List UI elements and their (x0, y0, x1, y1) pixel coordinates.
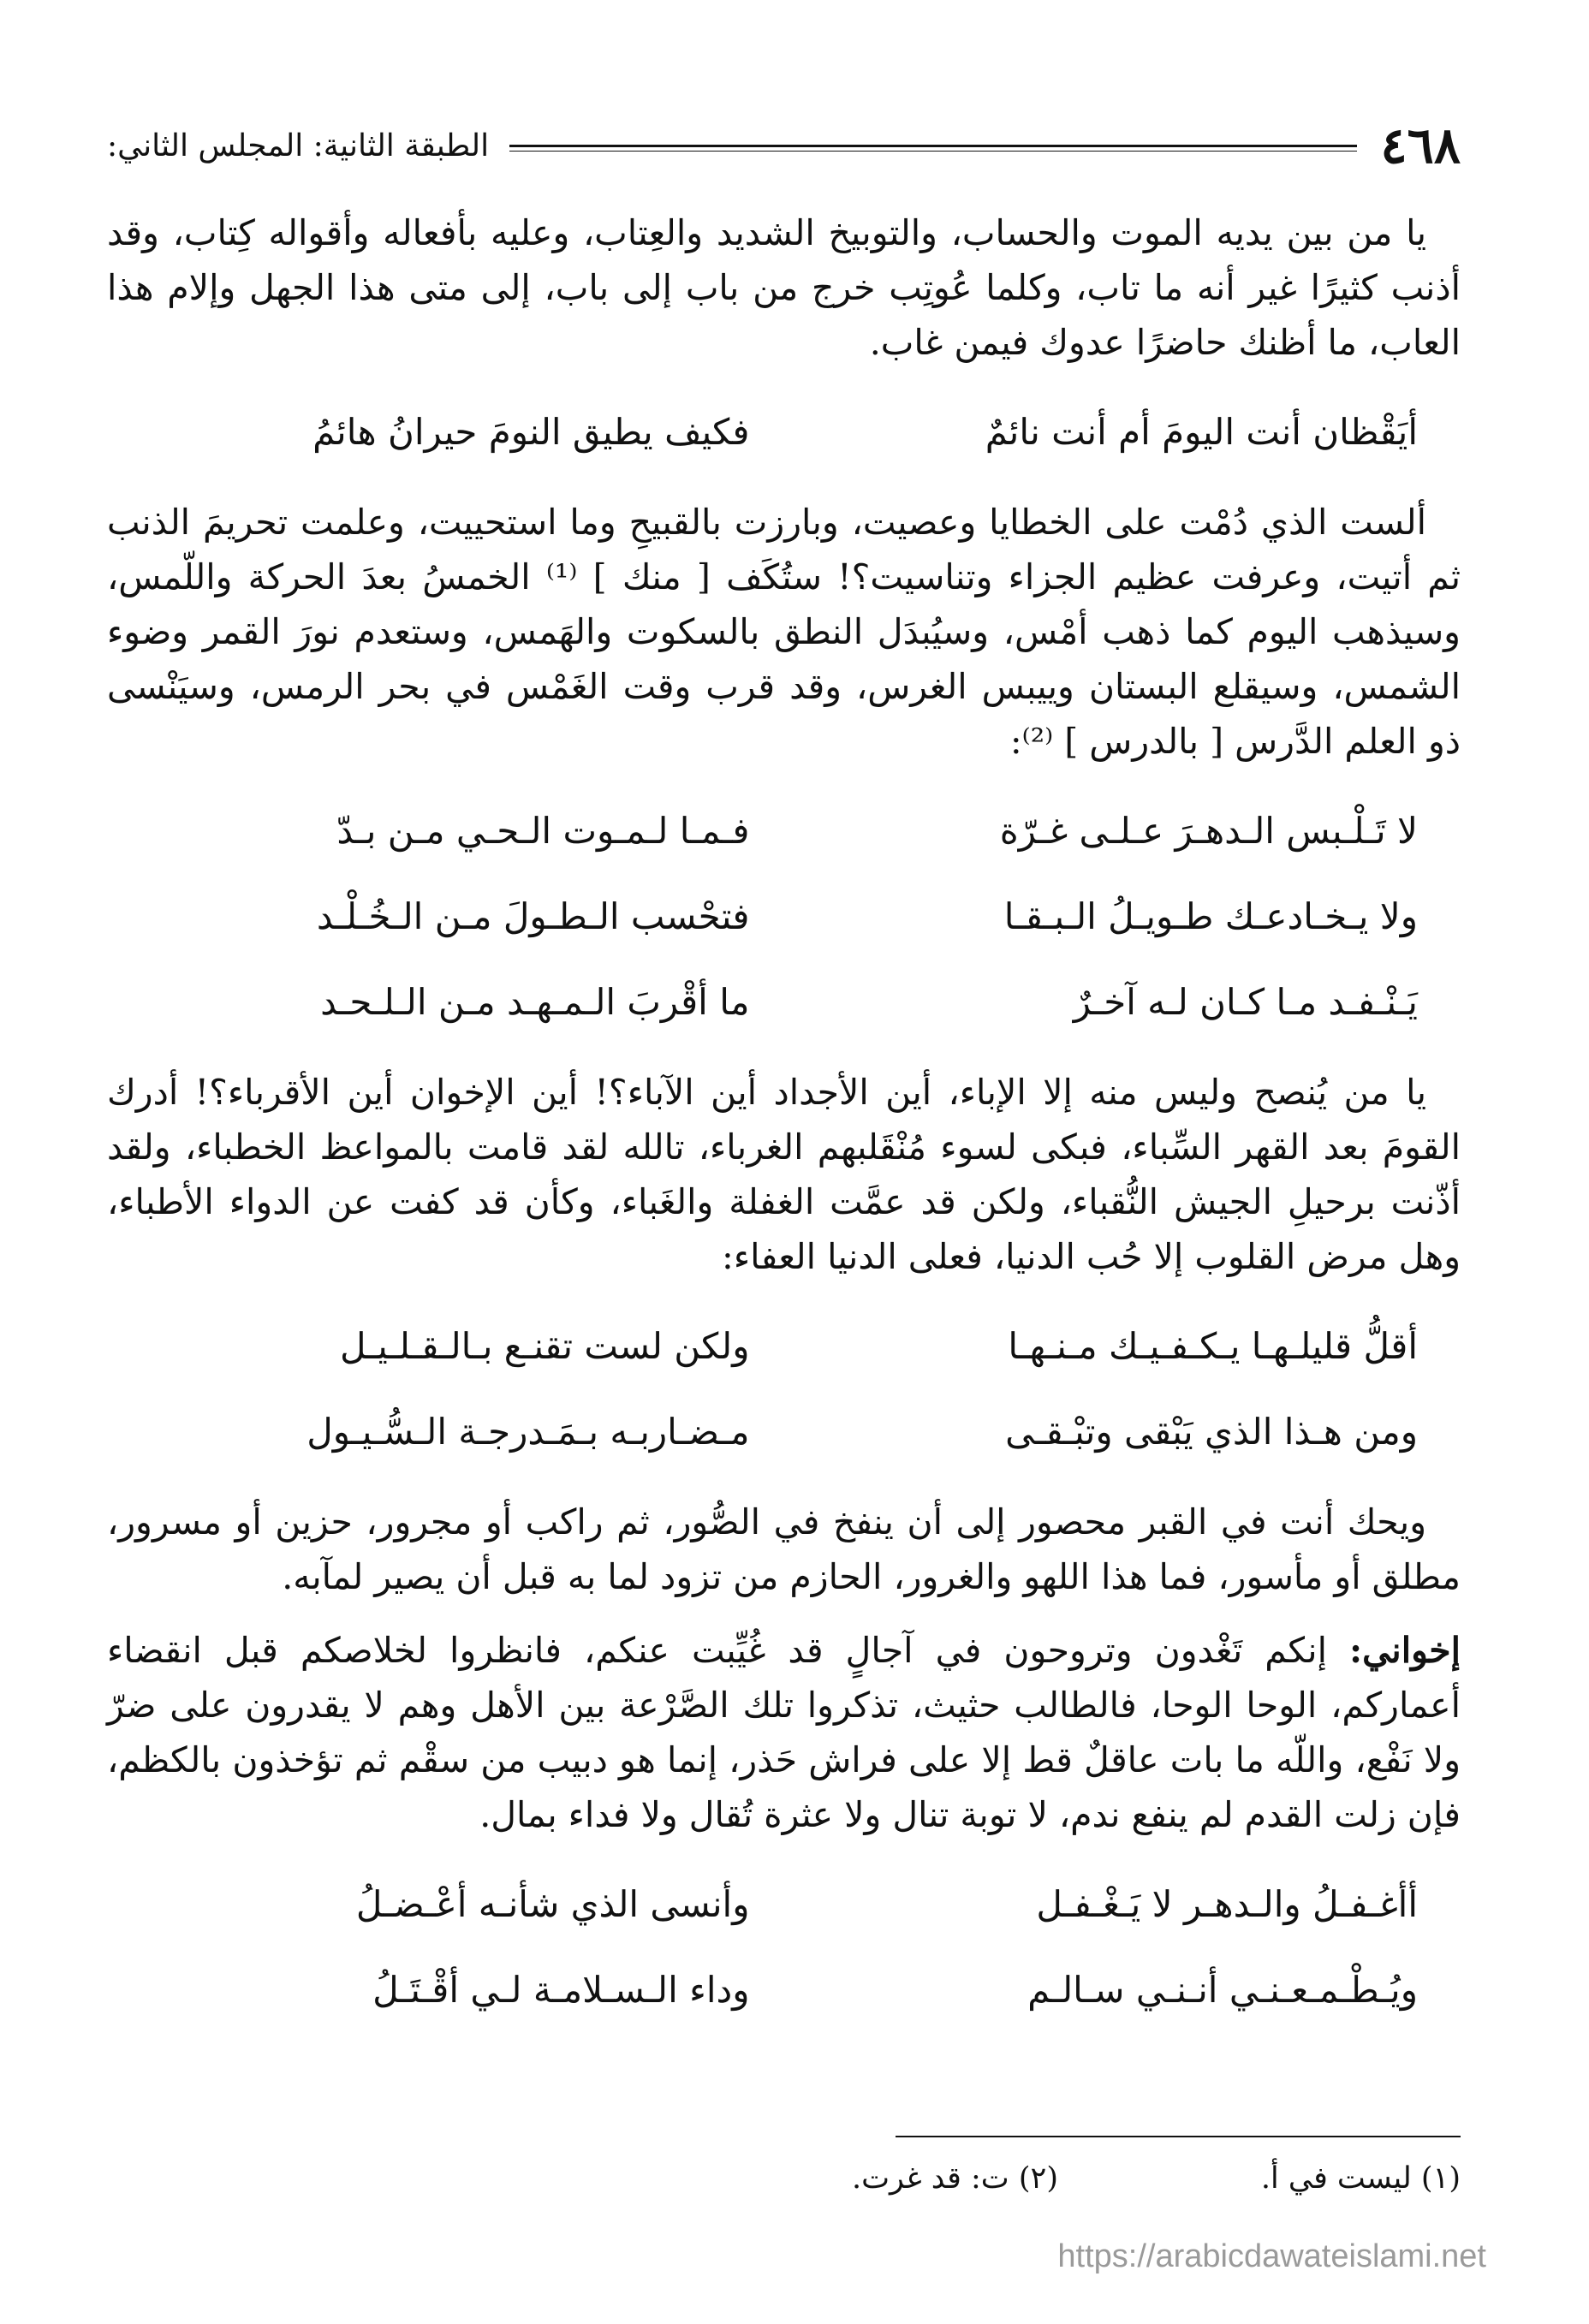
header-rule (509, 145, 1356, 152)
page-header (107, 116, 1461, 175)
verse (107, 389, 1461, 474)
paragraph-3: يا من يُنصح وليس منه إلا الإباء، أين الأجداد أين الآباء؟! أين الإخوان أين الأقرباء؟! أدرك القومَ بعد القهر السِّباء، فبكى لسوء مُنْقَلبهم الغرباء، تالله لقد قامت بالمواعظ الخطباء، ولقد أذّنت برحيلِ الجيش النُّقباء، ولكن قد عمَّت الغفلة والغَباء، وكأن قد كفت عن الدواء الأطباء، وهل مرض القلوب إلا حُب الدنيا، فعلى الدنيا العفاء: (107, 1072, 1461, 1277)
verse-first-hemistich: ويُـطْـمـعـنـي أنـنـي سـالـم (1027, 1968, 1418, 2011)
verse (107, 1388, 1461, 1474)
paragraph-5 (107, 1623, 1461, 1842)
verse-second-hemistich: مـضـاربـه بـمَـدرجـة الـسُّـيـول (306, 1410, 750, 1453)
footnotes (107, 2161, 1461, 2196)
footnote-1: (١) ليست في أ. (1260, 2161, 1461, 2196)
footnote-2: (٢) ت: قد غرت. (851, 2161, 1058, 2196)
verse-second-hemistich: فكيف يطيق النومَ حيرانُ هائمُ (312, 410, 750, 453)
paragraph-2: ألست الذي دُمْت على الخطايا وعصيت، وبارزت بالقبيحِ وما استحييت، وعلمت تحريمَ الذنب ثم أتيت، وعرفت عظيم الجزاء وتناسيت؟! ستُكَف [ منك ] ⁽¹⁾ الخمسُ بعدَ الحركة واللّمس، وسيذهب اليوم كما ذهب أمْس، وسيُبدَل النطق بالسكوت والهَمس، وستعدم نورَ القمر وضوء الشمس، وسيقلع البستان وييبس الغرس، وقد قرب وقت الغَمْس في بحر الرمس، وسيَنْسى ذو العلم الدَّرس [ بالدرس ] ⁽²⁾: (107, 502, 1461, 762)
verse (107, 788, 1461, 873)
paragraph-1: يا من بين يديه الموت والحساب، والتوبيخ الشديد والعِتاب، وعليه بأفعاله وأقواله كِتاب، وقد أذنب كثيرًا غير أنه ما تاب، وكلما عُوتِب خرج من باب إلى باب، إلى متى هذا الجهل وإلام هذا العاب، ما أظنك حاضرًا عدوك فيمن غاب. (107, 212, 1461, 363)
verse (107, 873, 1461, 959)
paragraph-lead: إخواني: (1348, 1630, 1461, 1671)
page-number: ٤٦٨ (1380, 116, 1461, 175)
running-title: الطبقة الثانية: المجلس الثاني: (107, 128, 490, 163)
verse-first-hemistich: لا تَـلْـبس الـدهـرَ عـلـى غـرّة (999, 809, 1418, 852)
verse-second-hemistich: ما أقْربَ الـمـهـد مـن الـلـحـد (320, 980, 750, 1023)
verse-second-hemistich: ولكن لست تقنـع بـالـقـلـيـل (339, 1324, 750, 1367)
verse (107, 959, 1461, 1044)
footnote-rule (896, 2136, 1461, 2137)
verse-second-hemistich: فتحْسب الـطـولَ مـن الـخُـلْـد (316, 895, 750, 937)
poem-2 (107, 788, 1461, 1044)
verse-first-hemistich: أأغـفـلُ والـدهـر لا يَـغْـفـل (1036, 1882, 1418, 1925)
verse-second-hemistich: وداء الـسـلامـة لـي أقْـتَـلُ (372, 1968, 750, 2011)
verse-second-hemistich: فـمـا لـمـوت الـحـي مـن بـدّ (336, 809, 750, 852)
website-watermark: https://arabicdawateislami.net (1057, 2238, 1486, 2274)
paragraph-4: ويحك أنت في القبر محصور إلى أن ينفخ في الصُّور، ثم راكب أو مجرور، حزين أو مسرور، مطلق أو مأسور، فما هذا اللهو والغرور، الحازم من تزود لما به قبل أن يصير لمآبه. (107, 1501, 1461, 1597)
verse-first-hemistich: أقلُّ قليلـهـا يـكـفـيـك مـنـهـا (1008, 1324, 1418, 1367)
poem-4 (107, 1861, 1461, 2032)
verse-first-hemistich: ولا يـخـادعـك طـويـلُ الـبـقـا (1003, 895, 1418, 937)
verse-first-hemistich: أيَقْظان أنت اليومَ أم أنت نائمٌ (985, 410, 1418, 453)
verse (107, 1861, 1461, 1947)
paragraph-5-text: إنكم تَغْدون وتروحون في آجالٍ قد غُيِّبت عنكم، فانظروا لخلاصكم قبل انقضاء أعماركم، الوحا الوحا، فالطالب حثيث، تذكروا تلك الصَّرْعة بين الأهل وهم لا يقدرون على ضرّ ولا نَفْع، واللّه ما بات عاقلٌ قط إلا على فراش حَذر، إنما هو دبيب من سقْم ثم تؤخذون بالكظم، فإن زلت القدم لم ينفع ندم، لا توبة تنال ولا عثرة تُقال ولا فداء بمال. (107, 1630, 1461, 1835)
poem-3 (107, 1303, 1461, 1474)
verse-first-hemistich: ومن هـذا الذي يَبْقى وتبْـقـى (1005, 1410, 1418, 1453)
poem-1 (107, 389, 1461, 474)
verse-first-hemistich: يَـنْـفـد مـا كـان لـه آخـرٌ (1073, 980, 1418, 1023)
page-body (107, 205, 1461, 2053)
verse (107, 1303, 1461, 1388)
verse-second-hemistich: وأنسى الذي شأنـه أعْـضـلُ (355, 1882, 750, 1925)
verse (107, 1947, 1461, 2032)
